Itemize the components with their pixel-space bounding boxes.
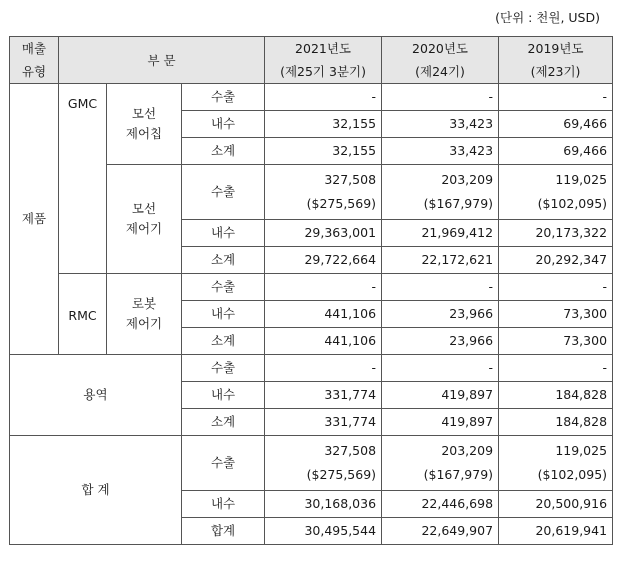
cell-2020: - [382,274,499,301]
cell-2021: - [265,355,382,382]
cell-2019: 184,828 [499,409,613,436]
label-total: 합 계 [10,436,182,545]
row-kind: 내수 [182,301,265,328]
cell-2019: 73,300 [499,328,613,355]
cell-2021: 30,495,544 [265,518,382,545]
cell-2021: 32,155 [265,111,382,138]
cell-2019: 20,292,347 [499,247,613,274]
cell-2020: 22,649,907 [382,518,499,545]
cell-2020: 23,966 [382,328,499,355]
cell-2020: 22,446,698 [382,491,499,518]
row-kind: 내수 [182,382,265,409]
table-row [10,274,613,301]
cell-2021: 327,508 ($275,569) [265,436,382,491]
cell-2021: - [265,84,382,111]
row-kind: 소계 [182,138,265,165]
row-kind: 수출 [182,355,265,382]
cell-2020: 21,969,412 [382,220,499,247]
cell-2020: - [382,84,499,111]
cell-2019: 20,173,322 [499,220,613,247]
cell-2019: 119,025 ($102,095) [499,165,613,220]
cell-2020: 33,423 [382,138,499,165]
cell-2019: - [499,274,613,301]
cell-2019: 20,500,916 [499,491,613,518]
label-robot-controller: 로봇 제어기 [107,274,182,355]
cell-2021: 29,363,001 [265,220,382,247]
cell-2020: 33,423 [382,111,499,138]
cell-2020: 22,172,621 [382,247,499,274]
table-row [10,84,613,111]
header-2020: 2020년도 (제24기) [382,37,499,84]
cell-2021: 29,722,664 [265,247,382,274]
row-kind: 소계 [182,247,265,274]
row-kind: 내수 [182,220,265,247]
cell-2020: 419,897 [382,409,499,436]
cell-2021: 327,508 ($275,569) [265,165,382,220]
label-product: 제품 [10,84,59,355]
cell-2019: - [499,84,613,111]
header-2019: 2019년도 (제23기) [499,37,613,84]
cell-2019: - [499,355,613,382]
row-kind: 소계 [182,328,265,355]
label-motion-chip: 모선 제어칩 [107,84,182,165]
row-kind: 수출 [182,274,265,301]
cell-2020: 419,897 [382,382,499,409]
table-row [10,355,613,382]
row-kind: 수출 [182,84,265,111]
row-kind: 합계 [182,518,265,545]
cell-2020: 203,209 ($167,979) [382,436,499,491]
cell-2021: 441,106 [265,328,382,355]
cell-2020: - [382,355,499,382]
unit-note: (단위 : 천원, USD) [495,10,600,25]
cell-2021: 331,774 [265,382,382,409]
cell-2019: 69,466 [499,111,613,138]
row-kind: 수출 [182,436,265,491]
header-2021: 2021년도 (제25기 3분기) [265,37,382,84]
cell-2019: 119,025 ($102,095) [499,436,613,491]
cell-2019: 184,828 [499,382,613,409]
cell-2021: 32,155 [265,138,382,165]
row-kind: 내수 [182,111,265,138]
sales-table [9,36,613,545]
cell-2021: - [265,274,382,301]
cell-2019: 20,619,941 [499,518,613,545]
label-rmc: RMC [59,274,107,355]
cell-2021: 331,774 [265,409,382,436]
row-kind: 소계 [182,409,265,436]
row-kind: 내수 [182,491,265,518]
cell-2021: 30,168,036 [265,491,382,518]
header-division: 부 문 [59,37,265,84]
cell-2021: 441,106 [265,301,382,328]
table-row [10,436,613,491]
header-sales-type: 매출 유형 [10,37,59,84]
cell-2020: 23,966 [382,301,499,328]
label-service: 용역 [10,355,182,436]
label-motion-controller: 모선 제어기 [107,165,182,274]
label-gmc: GMC [59,84,107,274]
cell-2020: 203,209 ($167,979) [382,165,499,220]
row-kind: 수출 [182,165,265,220]
header-row [10,37,613,84]
cell-2019: 73,300 [499,301,613,328]
cell-2019: 69,466 [499,138,613,165]
